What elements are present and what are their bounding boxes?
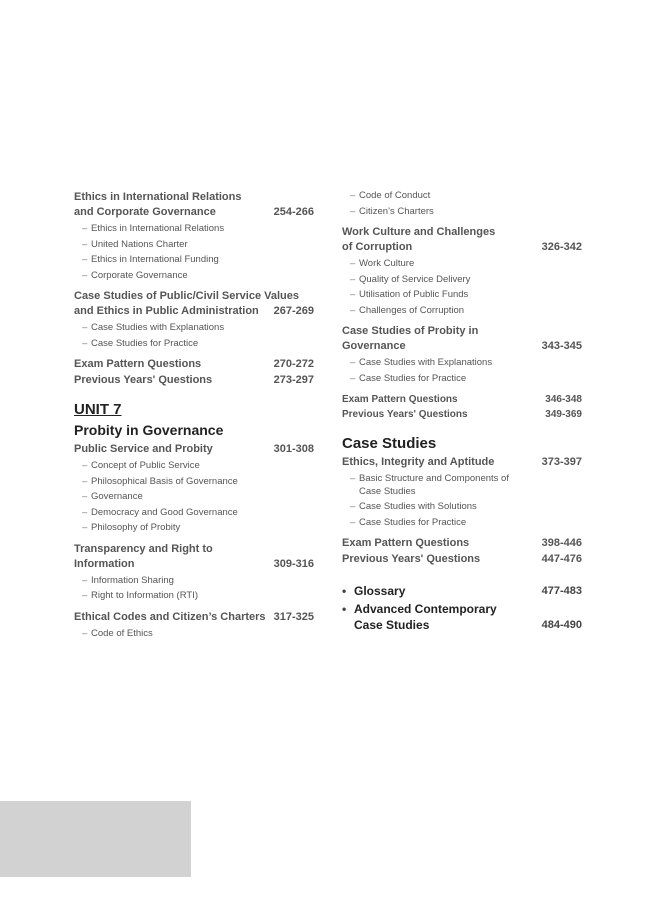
subtopic-item: – Ethics in International Relations xyxy=(74,221,314,237)
toc-left-column xyxy=(74,190,314,641)
toc-entry-previous-years[interactable] xyxy=(342,407,582,422)
subtopic-item: – Information Sharing xyxy=(74,573,314,589)
advanced-title-line1: • Advanced Contemporary xyxy=(342,602,497,616)
section-title: Exam Pattern Questions xyxy=(342,537,470,549)
subtopic-list xyxy=(74,626,314,642)
section-title: Exam Pattern Questions xyxy=(74,358,202,370)
subtopic-item: – Case Studies for Practice xyxy=(74,336,314,352)
toc-entry-exam-pattern[interactable] xyxy=(342,392,582,407)
section-title: Exam Pattern Questions xyxy=(342,394,458,405)
subtopic-item: – Ethics in International Funding xyxy=(74,252,314,268)
section-title-line2: Information xyxy=(74,557,135,570)
subtopic-list xyxy=(74,320,314,351)
toc-entry-exam-pattern[interactable] xyxy=(342,536,582,551)
toc-entry-previous-years[interactable] xyxy=(342,552,582,567)
toc-right-column xyxy=(342,190,582,633)
section-title-line1: Case Studies of Public/Civil Service Values xyxy=(74,290,299,302)
toc-entry-advanced-case-studies[interactable] xyxy=(342,601,582,633)
subtopic-item: – United Nations Charter xyxy=(74,237,314,253)
subtopic-item: – Utilisation of Public Funds xyxy=(342,287,582,303)
subtopic-item: – Case Studies with Explanations xyxy=(342,355,582,371)
page-range: 477-483 xyxy=(541,585,582,597)
subtopic-item: – Concept of Public Service xyxy=(74,458,314,474)
toc-entry-ethical-codes[interactable] xyxy=(74,610,314,642)
subtopic-item: – Right to Information (RTI) xyxy=(74,588,314,604)
page-range: 309-316 xyxy=(273,557,314,570)
unit-title: Probity in Governance xyxy=(74,422,224,438)
bullet-icon: • xyxy=(342,584,347,598)
section-title: Ethics, Integrity and Aptitude xyxy=(342,456,495,468)
page-range: 349-369 xyxy=(545,409,582,420)
toc-entry-probity-case-studies[interactable] xyxy=(342,324,582,386)
subtopic-item: – Code of Conduct xyxy=(342,188,582,204)
page-range: 326-342 xyxy=(541,241,582,253)
toc-entry-work-culture[interactable] xyxy=(342,225,582,318)
section-title-line2: of Corruption xyxy=(342,241,413,253)
page-range: 373-397 xyxy=(541,456,582,468)
subtopic-item: – Challenges of Corruption xyxy=(342,303,582,319)
subtopic-item: – Citizen’s Charters xyxy=(342,204,582,220)
section-title-line1: Work Culture and Challenges xyxy=(342,226,496,238)
subtopic-item: – Case Studies with Solutions xyxy=(342,499,582,515)
section-title: Previous Years' Questions xyxy=(342,553,481,565)
unit-label: UNIT 7 xyxy=(74,401,122,418)
page-range: 346-348 xyxy=(545,394,582,405)
page-range: 270-272 xyxy=(273,358,314,370)
toc-entry-glossary[interactable] xyxy=(342,583,582,599)
page-range: 267-269 xyxy=(273,305,314,317)
toc-entry-previous-years[interactable] xyxy=(74,373,314,388)
page-range: 254-266 xyxy=(273,206,314,218)
subtopic-item: – Philosophical Basis of Governance xyxy=(74,474,314,490)
section-title: Previous Years' Questions xyxy=(74,374,213,386)
page-range: 447-476 xyxy=(541,553,582,565)
subtopic-list xyxy=(74,221,314,283)
subtopic-item: – Basic Structure and Components of Case Studies xyxy=(342,471,582,499)
subtopic-item: – Code of Ethics xyxy=(74,626,314,642)
page-range: 484-490 xyxy=(541,619,582,631)
toc-entry-civil-service-case-studies[interactable] xyxy=(74,289,314,351)
subtopic-item: – Case Studies for Practice xyxy=(342,515,582,531)
section-title-line1: Case Studies of Probity in xyxy=(342,325,479,337)
toc-entry-ethics-integrity-aptitude[interactable] xyxy=(342,455,582,530)
subtopic-list xyxy=(74,458,314,536)
subtopic-item: – Democracy and Good Governance xyxy=(74,505,314,521)
corner-gray-block xyxy=(0,801,191,877)
bullet-icon: • xyxy=(342,602,347,616)
continued-subtopic-list xyxy=(342,188,582,219)
page-range: 398-446 xyxy=(541,537,582,549)
toc-entry-public-service[interactable] xyxy=(74,442,314,536)
page-range: 317-325 xyxy=(273,610,314,623)
toc-entry-exam-pattern[interactable] xyxy=(74,357,314,372)
section-title-line2: and Corporate Governance xyxy=(74,206,216,218)
advanced-title-line2: Case Studies xyxy=(354,618,430,632)
page-range: 343-345 xyxy=(541,340,582,352)
subtopic-list xyxy=(342,355,582,386)
subtopic-list xyxy=(342,256,582,318)
subtopic-item: – Case Studies with Explanations xyxy=(74,320,314,336)
section-title: Ethical Codes and Citizen’s Charters xyxy=(74,610,266,623)
section-title: Previous Years' Questions xyxy=(342,409,468,420)
subtopic-list xyxy=(74,573,314,604)
page-range: 273-297 xyxy=(273,374,314,386)
section-title-line2: and Ethics in Public Administration xyxy=(74,305,259,317)
subtopic-item: – Philosophy of Probity xyxy=(74,520,314,536)
subtopic-item: – Governance xyxy=(74,489,314,505)
section-title-line2: Governance xyxy=(342,340,406,352)
toc-entry-international-relations[interactable] xyxy=(74,190,314,283)
page-range: 301-308 xyxy=(273,443,314,455)
toc-entry-transparency[interactable] xyxy=(74,542,314,604)
section-title: Public Service and Probity xyxy=(74,443,213,455)
glossary-title: • Glossary xyxy=(342,584,406,598)
section-title-line1: Ethics in International Relations xyxy=(74,191,242,203)
case-studies-heading: Case Studies xyxy=(342,435,437,452)
subtopic-item: – Case Studies for Practice xyxy=(342,371,582,387)
subtopic-item: – Corporate Governance xyxy=(74,268,314,284)
subtopic-item: – Work Culture xyxy=(342,256,582,272)
subtopic-list xyxy=(342,471,582,530)
section-title-line1: Transparency and Right to xyxy=(74,542,213,555)
subtopic-item: – Quality of Service Delivery xyxy=(342,272,582,288)
